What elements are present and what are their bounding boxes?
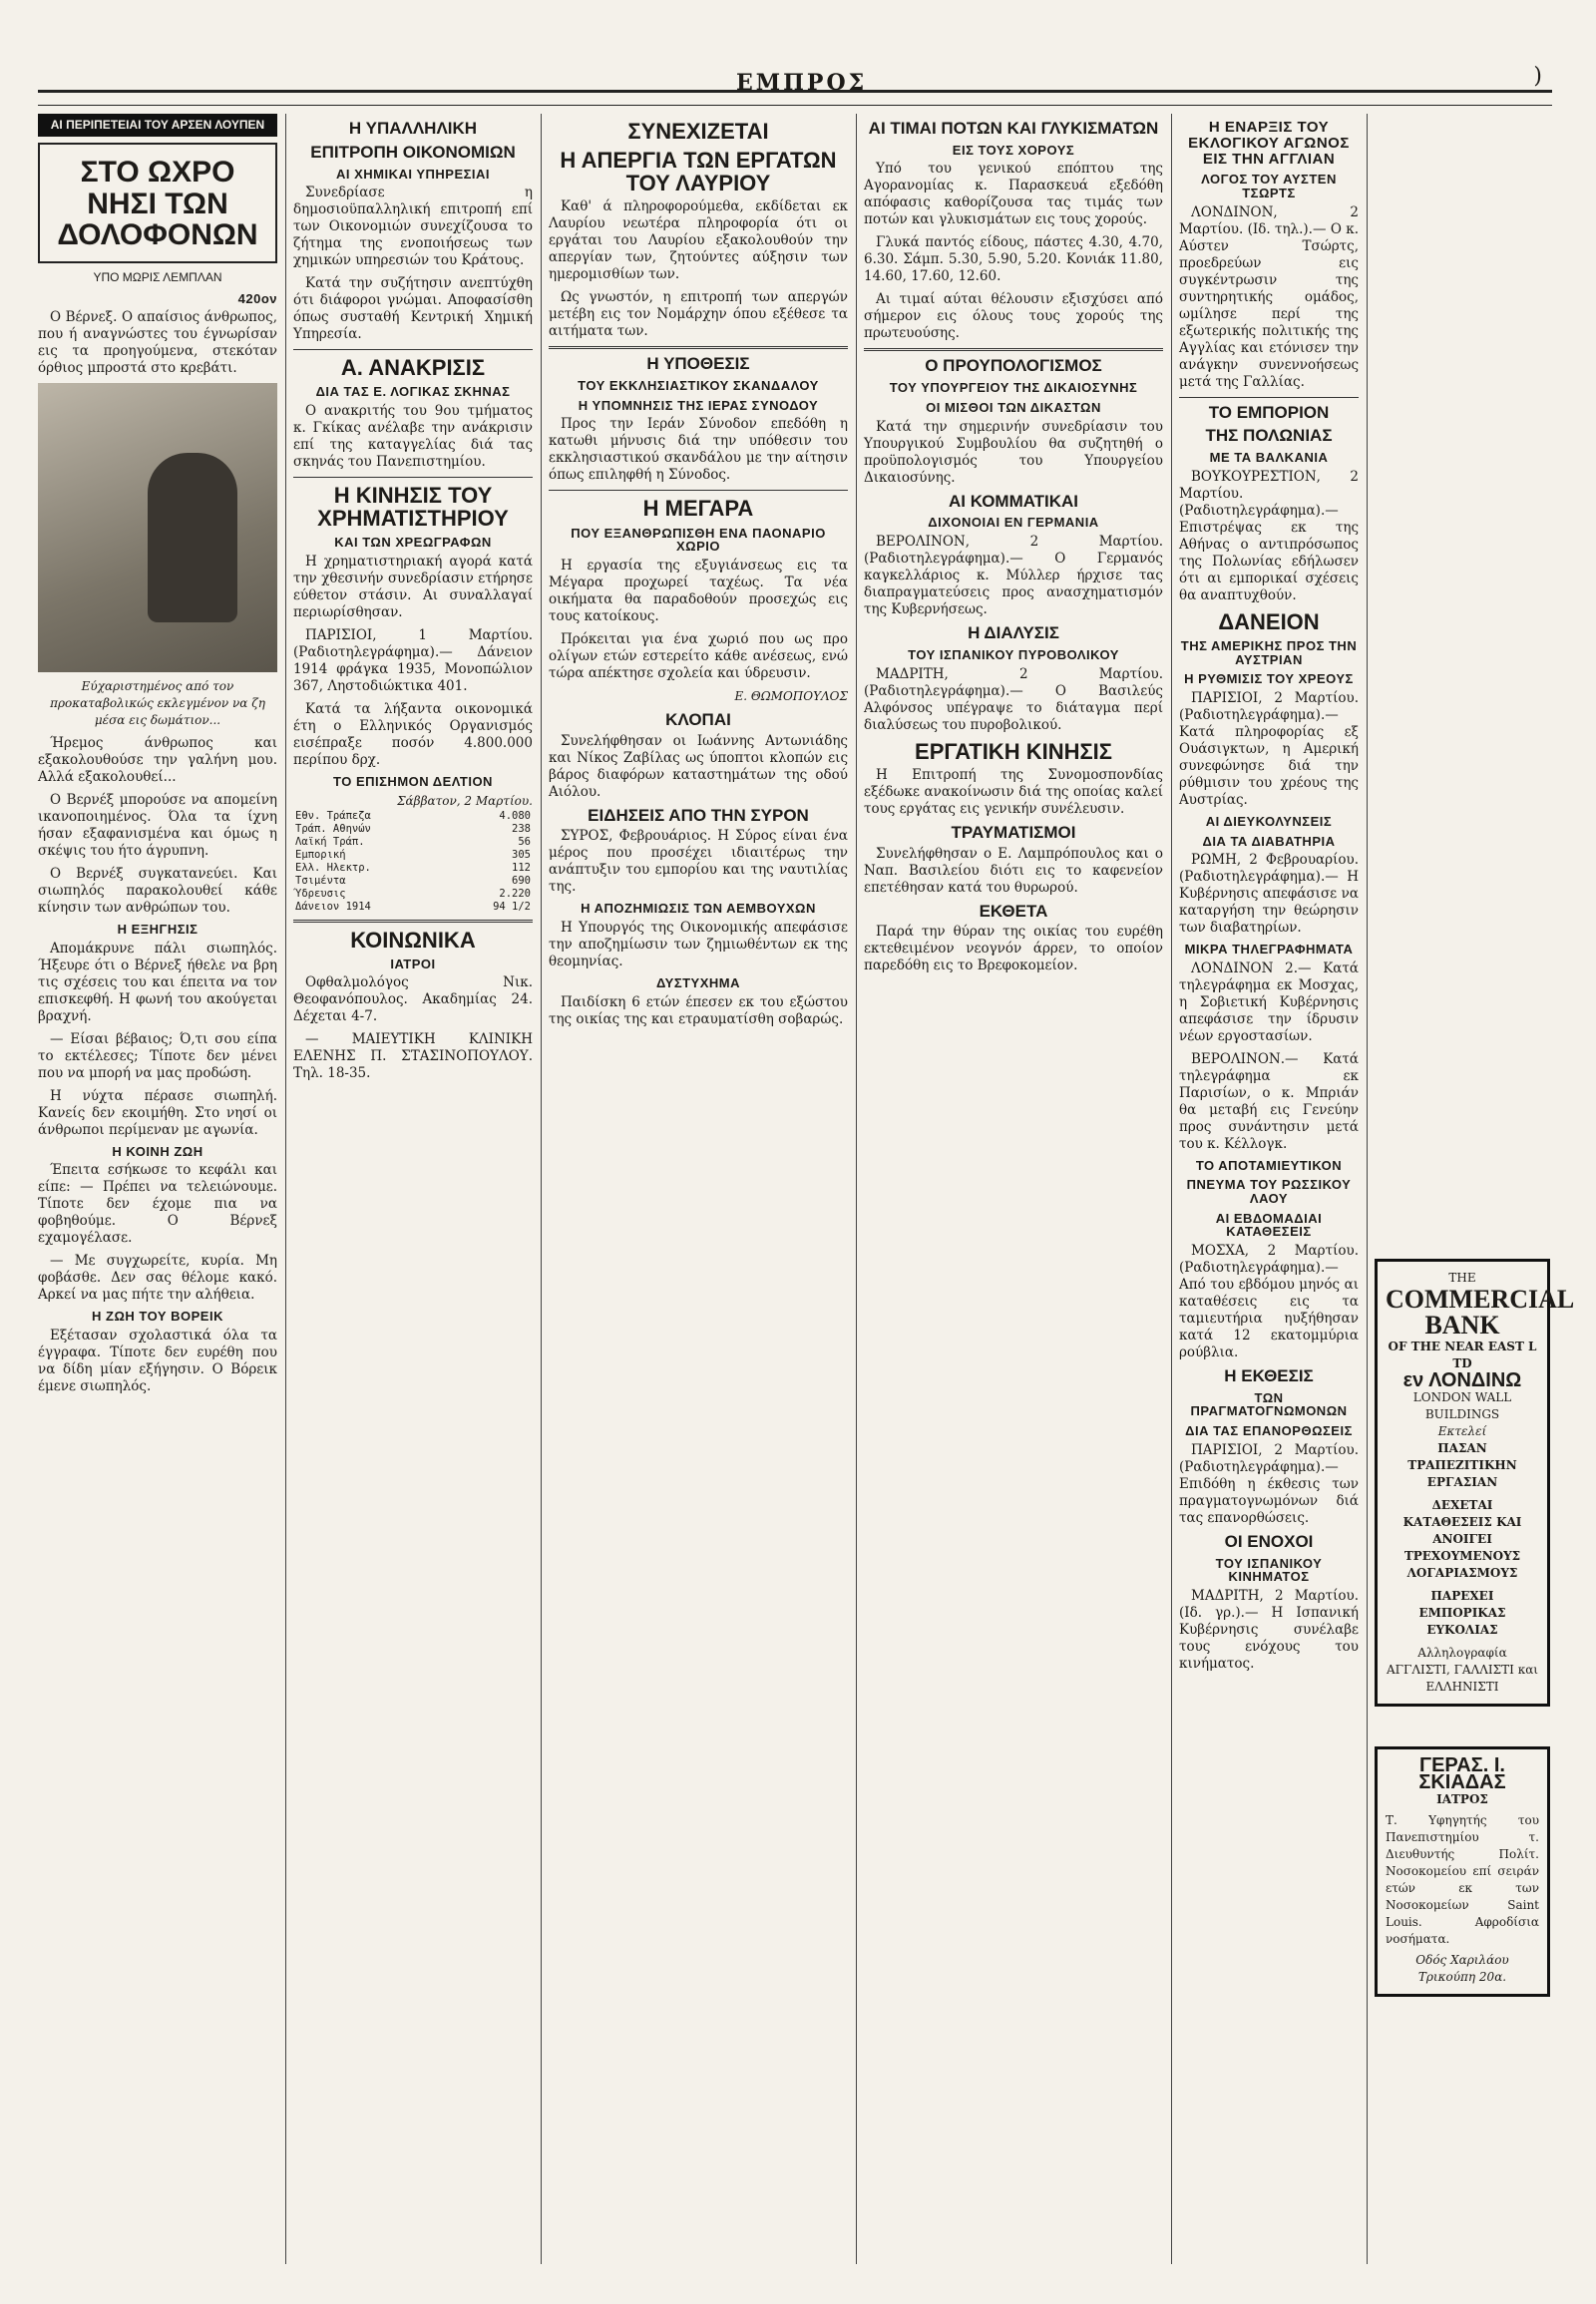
- paragraph: Εξέτασαν σχολαστικά όλα τα έγγραφα. Τίποτε δεν ευρέθη που να δίδη μίαν εξήγησιν. Ο Βόρεικ έμενε σιωπηλός.: [38, 1328, 277, 1395]
- ad-bank-of: OF THE NEAR EAST L TD: [1388, 1340, 1537, 1370]
- ad-line: Εκτελεί: [1437, 1424, 1487, 1438]
- bank-advertisement: [1375, 1259, 1575, 1707]
- headline: Η ΕΚΘΕΣΙΣ: [1224, 1366, 1314, 1385]
- paragraph: Οφθαλμολόγος Νικ. Θεοφανόπουλος. Ακαδημίας 24. Δέχεται 4-7.: [293, 974, 533, 1025]
- photo-caption: Εύχαριστημένος από τον προκαταβολικώς εκλεγμένον να ζη μέσα εις δωμάτιον...: [50, 679, 265, 728]
- subheadline: ΔΙΑ ΤΑ ΔΙΑΒΑΤΗΡΙΑ: [1202, 833, 1336, 849]
- stock-price: 690: [512, 874, 531, 887]
- headline: ΜΙΚΡΑ ΤΗΛΕΓΡΑΦΗΜΑΤΑ: [1184, 942, 1354, 958]
- ad-doctor-role: ΙΑΤΡΟΣ: [1436, 1792, 1488, 1806]
- ad-doctor-text: Τ. Υφηγητής του Πανεπιστημίου τ. Διευθυντής Πολίτ. Νοσοκομείου επί σειράν ετών εκ των Νοσοκομείων Saint Louis. Αφροδίσια νοσήματα.: [1386, 1813, 1539, 1946]
- headline: ΕΡΓΑΤΙΚΗ ΚΙΝΗΣΙΣ: [915, 738, 1112, 764]
- paragraph: ΒΕΡΟΛΙΝΟΝ.— Κατά τηλεγράφημα εκ Παρισίων, ο κ. Μπριάν θα μεταβή εις Γενεύην προς συνάντησιν μετά του κ. Κέλλογκ.: [1179, 1050, 1359, 1152]
- headline: ΤΡΑΥΜΑΤΙΣΜΟΙ: [951, 822, 1076, 842]
- divider: [549, 490, 848, 491]
- paragraph: ΜΟΣΧΑ, 2 Μαρτίου. (Ραδιοτηλεγράφημα).— Από του εβδόμου μηνός αι καταθέσεις εις τα ταμιευτήρια ηυξήθησαν κατά 12 εκατομμύρια ρούβλια.: [1179, 1243, 1359, 1360]
- paragraph: Απομάκρυνε πάλι σιωπηλός. Ήξευρε ότι ο Βέρνεξ ήθελε να βρη τις σχέσεις του και έπειτα να τον επισκεφθή. Η φωνή του ακούγεται βραχνή.: [38, 940, 277, 1024]
- subheadline: ΜΕ ΤΑ ΒΑΛΚΑΝΙΑ: [1209, 450, 1329, 466]
- doctor-advertisement: [1375, 1746, 1550, 1997]
- paragraph: ΠΑΡΙΣΙΟΙ, 1 Μαρτίου. (Ραδιοτηλεγράφημα).— Δάνειον 1914 φράγκα 1935, Μονοπώλιον 367, Ληστοδιώκτικα 401.: [293, 626, 533, 694]
- paragraph: Κατά την συζήτησιν ανεπτύχθη ότι διάφοροι γνώμαι. Αποφασίσθη όπως συσταθή Κεντρική Χημική Υπηρεσία.: [293, 275, 533, 343]
- subheadline: ΤΟΥ ΥΠΟΥΡΓΕΙΟΥ ΤΗΣ ΔΙΚΑΙΟΣΥΝΗΣ: [889, 380, 1138, 396]
- stock-name: Λαϊκή Τράπ.: [295, 835, 365, 848]
- paragraph: ΠΑΡΙΣΙΟΙ, 2 Μαρτίου. (Ραδιοτηλεγράφημα).— Κατά πληροφορίας εξ Ουάσιγκτων, η Αμερική συνεφώνησε διά την ρύθμισιν του χρέους της Αυστρίας.: [1179, 689, 1359, 808]
- stock-row: [293, 849, 533, 862]
- column-news: [549, 114, 848, 2264]
- ad-line: ΔΕΧΕΤΑΙ ΚΑΤΑΘΕΣΕΙΣ ΚΑΙ ΑΝΟΙΓΕΙ ΤΡΕΧΟΥΜΕΝΟΥΣ ΛΟΓΑΡΙΑΣΜΟΥΣ: [1402, 1498, 1522, 1580]
- serial-title-box: [38, 143, 277, 263]
- ad-the: THE: [1448, 1271, 1476, 1285]
- ad-line: Αλληλογραφία ΑΓΓΛΙΣΤΙ, ΓΑΛΛΙΣΤΙ και ΕΛΛΗΝΙΣΤΙ: [1387, 1646, 1538, 1694]
- paragraph: Ο Βερνέξ συγκατανεύει. Και σιωπηλός παρακολουθεί κάθε κίνησιν των ανθρώπων του.: [38, 866, 277, 917]
- subheadline: ΕΙΣ ΤΟΥΣ ΧΟΡΟΥΣ: [952, 142, 1075, 158]
- serial-byline: ΥΠΟ ΜΩΡΙΣ ΛΕΜΠΛΑΝ: [93, 269, 222, 284]
- paragraph: Αι τιμαί αύται θέλουσιν εξισχύσει από σήμερον εις όλους τους χορούς της πρωτευούσης.: [864, 291, 1163, 342]
- headline: Η ΥΠΟΘΕΣΙΣ: [646, 354, 750, 374]
- stock-price: 2.220: [499, 887, 531, 900]
- paragraph: Ο Βερνέξ μπορούσε να απομείνη ικανοποιημένος. Όλα τα ίχνη ήσαν εξαφανισμένα και όμως η σκέψις του ήτο άγρυπνη.: [38, 792, 277, 860]
- subheadline: ΑΙ ΧΗΜΙΚΑΙ ΥΠΗΡΕΣΙΑΙ: [335, 166, 491, 182]
- subheadline: ΑΙ ΕΒΔΟΜΑΔΙΑΙ ΚΑΤΑΘΕΣΕΙΣ: [1215, 1210, 1323, 1240]
- stock-name: Ύδρευσις: [295, 887, 346, 900]
- ad-line: ΠΑΡΕΧΕΙ ΕΜΠΟΡΙΚΑΣ ΕΥΚΟΛΙΑΣ: [1418, 1589, 1506, 1637]
- bulletin-label: ΤΟ ΕΠΙΣΗΜΟΝ ΔΕΛΤΙΟΝ: [333, 773, 493, 789]
- paragraph: Η Επιτροπή της Συνομοσπονδίας εξέδωκε ανακοίνωσιν διά της οποίας καλεί τους εργάτας εις γενικήν συνέλευσιν.: [864, 766, 1163, 817]
- subheadline: ΛΟΓΟΣ ΤΟΥ ΑΥΣΤΕΝ ΤΣΩΡΤΣ: [1201, 172, 1337, 200]
- section-heading: Η ΚΟΙΝΗ ΖΩΗ: [112, 1143, 203, 1159]
- stock-row: [293, 888, 533, 901]
- headline: ΕΠΙΤΡΟΠΗ ΟΙΚΟΝΟΜΙΩΝ: [310, 142, 516, 162]
- headline: Η ΕΝΑΡΞΙΣ ΤΟΥ ΕΚΛΟΓΙΚΟΥ ΑΓΩΝΟΣ ΕΙΣ ΤΗΝ ΑΓΓΛΙΑΝ: [1188, 119, 1350, 168]
- stock-price: 4.080: [499, 809, 531, 822]
- stock-row: [293, 862, 533, 875]
- figure-silhouette: [148, 453, 237, 622]
- paragraph: Προς την Ιεράν Σύνοδον επεδόθη η κατωθι μήνυσις διά την υπόθεσιν του εκκλησιαστικού σκανδάλου με την αίτησιν όπως επιληφθή η Σύνοδος.: [549, 416, 848, 484]
- subheadline: ΤΩΝ ΠΡΑΓΜΑΤΟΓΝΩΜΟΝΩΝ: [1190, 1389, 1348, 1419]
- paragraph: ΒΟΥΚΟΥΡΕΣΤΙΟΝ, 2 Μαρτίου. (Ραδιοτηλεγράφημα).— Επιστρέψας εκ της Αθήνας ο αντιπρόσωπος της Πολωνίας εδήλωσεν ότι αι εμπορικαί σχέσεις θα αναπτυχθούν.: [1179, 468, 1359, 603]
- headline: ΤΟ ΕΜΠΟΡΙΟΝ: [1208, 402, 1330, 422]
- column-rule: [1171, 114, 1172, 2264]
- ad-bank-name: COMMERCIAL BANK: [1386, 1285, 1575, 1340]
- subheadline: ΤΟΥ ΙΣΠΑΝΙΚΟΥ ΠΥΡΟΒΟΛΙΚΟΥ: [908, 646, 1119, 662]
- divider: [1179, 397, 1359, 398]
- paragraph: Συνελήφθησαν ο Ε. Λαμπρόπουλος και ο Ναπ. Βασιλείου διότι εις το καφενείον επετέθησαν κατά του θυρωρού.: [864, 845, 1163, 896]
- stock-name: Εθν. Τράπεζα: [295, 809, 371, 822]
- paragraph: Η Υπουργός της Οικονομικής απεφάσισε την αποζημίωσιν των ζημιωθέντων εκ της θεομηνίας.: [549, 920, 848, 970]
- divider: [293, 349, 533, 350]
- paragraph: Η νύχτα πέρασε σιωπηλή. Κανείς δεν εκοιμήθη. Στο νησί οι άνθρωποι περίμεναν με αγωνία.: [38, 1087, 277, 1138]
- paragraph: Κατά την σημερινήν συνεδρίασιν του Υπουργικού Συμβουλίου θα συζητηθή ο προϋπολογισμός του Υπουργείου Δικαιοσύνης.: [864, 418, 1163, 486]
- headline: ΑΙ ΚΟΜΜΑΤΙΚΑΙ: [948, 491, 1078, 511]
- stock-price: 56: [518, 835, 531, 848]
- paragraph: ΜΑΔΡΙΤΗ, 2 Μαρτίου. (Ιδ. γρ.).— Η Ισπανική Κυβέρνησις συνέλαβε τους ενόχους του κινήματος.: [1179, 1587, 1359, 1672]
- stock-price: 94 1/2: [493, 900, 531, 913]
- paragraph: ΛΟΝΔΙΝΟΝ, 2 Μαρτίου. (Ιδ. τηλ.).— Ο κ. Αύστεν Τσώρτς, προεδρεύων εις συγκέντρωσιν της συντηρητικής ομάδος, ωμίλησε περί της εξωτερικής πολιτικής της Αγγλίας και ετόνισεν την ανάγκην συνεννοήσεως μετά της Γαλλίας.: [1179, 203, 1359, 390]
- serial-episode: 420ον: [237, 290, 277, 306]
- paragraph: Η εργασία της εξυγιάνσεως εις τα Μέγαρα προχωρεί ταχέως. Τα νέα οικήματα θα παραδοθούν προσεχώς εις τους κατοίκους.: [549, 557, 848, 624]
- column-rule: [856, 114, 857, 2264]
- paragraph: — Είσαι βέβαιος; Ό,τι σου είπα το εκτέλεσες; Τίποτε δεν μένει που να μπορή να μας προδώση.: [38, 1030, 277, 1081]
- headline: ΤΟ ΑΠΟΤΑΜΙΕΥΤΙΚΟΝ: [1195, 1157, 1343, 1173]
- ad-line: ΠΑΣΑΝ ΤΡΑΠΕΖΙΤΙΚΗΝ ΕΡΓΑΣΙΑΝ: [1407, 1441, 1517, 1489]
- headline: Η ΚΙΝΗΣΙΣ ΤΟΥ ΧΡΗΜΑΤΙΣΤΗΡΙΟΥ: [317, 483, 509, 532]
- section-heading: Η ΖΩΗ ΤΟΥ ΒΟΡΕΙΚ: [92, 1309, 223, 1325]
- column-rule: [541, 114, 542, 2264]
- paragraph: Συνελήφθησαν οι Ιωάννης Αντωνιάδης και Νίκος Ζαβίλας ως ύποπτοι κλοπών εις βάρος διαφόρων καταστημάτων της οδού Αιόλου.: [549, 732, 848, 800]
- paragraph: Υπό του γενικού επόπτου της Αγορανομίας κ. Παρασκευά εξεδόθη απόφασις καθορίζουσα τας τιμάς των ποτών και γλυκισμάτων εις τους χορούς.: [864, 161, 1163, 228]
- divider: [549, 346, 848, 349]
- paragraph: Συνεδρίασε η δημοσιοϋπαλληλική επιτροπή επί των Οικονομιών συνεχίζουσα το ζήτημα της ενοποιήσεως των χημικών υπηρεσιών του Κράτους.: [293, 185, 533, 269]
- paragraph: Πρόκειται για ένα χωριό που ως προ ολίγων ετών εστερείτο κάθε ανέσεως, ενώ τώρα απέκτησε σχολεία και ύδρευσιν.: [549, 630, 848, 681]
- subheadline: ΔΙΧΟΝΟΙΑΙ ΕΝ ΓΕΡΜΑΝΙΑ: [928, 515, 1099, 531]
- subheadline: Η ΡΥΘΜΙΣΙΣ ΤΟΥ ΧΡΕΟΥΣ: [1184, 671, 1354, 687]
- stock-row: [293, 810, 533, 823]
- newspaper-page: [38, 30, 1575, 2274]
- divider: [864, 348, 1163, 351]
- column-economy: [293, 114, 533, 2264]
- paragraph: Ως γνωστόν, η επιτροπή των απεργών μετέβη εις τον Νομάρχην όπου εξέθεσε τα αιτήματα των.: [549, 289, 848, 340]
- stock-table-body: [293, 810, 533, 914]
- section-heading: Η ΕΞΗΓΗΣΙΣ: [117, 922, 199, 938]
- headline: ΔΑΝΕΙΟΝ: [1218, 608, 1320, 634]
- paragraph: ΜΑΔΡΙΤΗ, 2 Μαρτίου. (Ραδιοτηλεγράφημα).— Ο Βασιλεύς Αλφόνσος υπέγραψε το διάταγμα περί διαλύσεως του πυροβολικού.: [864, 665, 1163, 733]
- paragraph: ΛΟΝΔΙΝΟΝ 2.— Κατά τηλεγράφημα εκ Μοσχας, η Σοβιετική Κυβέρνησις απεφάσισε την ίδρυσιν νέων εργοστασίων.: [1179, 960, 1359, 1044]
- stock-name: Εμπορική: [295, 848, 346, 861]
- paragraph: Ήρεμος άνθρωπος και εξακολουθούσε την γαλήνη μου. Αλλά εξακολουθεί...: [38, 735, 277, 786]
- column-rule: [1367, 114, 1368, 2264]
- ad-doctor-name: ΓΕΡΑΣ. Ι. ΣΚΙΑΔΑΣ: [1418, 1754, 1506, 1793]
- stock-row: [293, 836, 533, 849]
- page-number: ): [1533, 64, 1542, 89]
- column-ads: [1375, 114, 1575, 2264]
- stock-price: 112: [512, 861, 531, 874]
- paragraph: — ΜΑΙΕΥΤΙΚΗ ΚΛΙΝΙΚΗ ΕΛΕΝΗΣ Π. ΣΤΑΣΙΝΟΠΟΥΛΟΥ. Τηλ. 18-35.: [293, 1031, 533, 1082]
- paragraph: ΡΩΜΗ, 2 Φεβρουαρίου. (Ραδιοτηλεγράφημα).— Η Κυβέρνησις απεφάσισε να καταργήση την θεώρησιν των διαβατηρίων.: [1179, 852, 1359, 937]
- headline: ΟΙ ΕΝΟΧΟΙ: [1224, 1531, 1314, 1551]
- subheadline: Η ΥΠΟΜΝΗΣΙΣ ΤΗΣ ΙΕΡΑΣ ΣΥΝΟΔΟΥ: [578, 397, 819, 413]
- headline: Η ΜΕΓΑΡΑ: [642, 496, 754, 522]
- serial-kicker: ΑΙ ΠΕΡΙΠΕΤΕΙΑΙ ΤΟΥ ΑΡΣΕΝ ΛΟΥΠΕΝ: [38, 114, 277, 137]
- stock-price: 238: [512, 822, 531, 835]
- signature: Ε. ΘΩΜΟΠΟΥΛΟΣ: [734, 688, 848, 703]
- stock-row: [293, 823, 533, 836]
- header-rule: [38, 90, 1552, 106]
- headline: ΑΙ ΤΙΜΑΙ ΠΟΤΩΝ ΚΑΙ ΓΛΥΚΙΣΜΑΤΩΝ: [868, 119, 1159, 138]
- headline: ΚΛΟΠΑΙ: [665, 709, 731, 729]
- subheadline: ΤΟΥ ΕΚΚΛΗΣΙΑΣΤΙΚΟΥ ΣΚΑΝΔΑΛΟΥ: [578, 378, 819, 394]
- headline: Η ΥΠΑΛΛΗΛΙΚΗ: [348, 119, 478, 138]
- ad-city: εν ΛΟΝΔΙΝΩ: [1402, 1369, 1522, 1391]
- divider: [293, 477, 533, 478]
- headline: Η ΑΠΟΖΗΜΙΩΣΙΣ ΤΩΝ ΑΕΜΒΟΥΧΩΝ: [581, 901, 816, 917]
- divider: [293, 920, 533, 923]
- paragraph: Κατά τα λήξαντα οικονομικά έτη ο Ελληνικός Οργανισμός εισέπραξε ποσόν 4.800.000 περίπου δρχ.: [293, 700, 533, 768]
- subheadline: ΠΟΥ ΕΞΑΝΘΡΩΠΙΣΘΗ ΕΝΑ ΠΑΟΝΑΡΙΟ ΧΩΡΙΟ: [571, 525, 826, 555]
- stock-row: [293, 901, 533, 914]
- paragraph: Παιδίσκη 6 ετών έπεσεν εκ του εξώστου της οικίας της και ετραυματίσθη σοβαρώς.: [549, 993, 848, 1027]
- subheadline: ΙΑΤΡΟΙ: [390, 956, 436, 971]
- paragraph: Παρά την θύραν της οικίας του ευρέθη εκτεθειμένον νεογνόν άρρεν, το οποίον παρεδόθη εις το Βρεφοκομείον.: [864, 924, 1163, 974]
- headline: ΕΙΔΗΣΕΙΣ ΑΠΟ ΤΗΝ ΣΥΡΟΝ: [588, 805, 809, 825]
- ad-spacer: [1375, 114, 1550, 1251]
- stock-table: [293, 810, 533, 914]
- paragraph: Γλυκά παντός είδους, πάστες 4.30, 4.70, 6.30. Σάμπ. 5.30, 5.90, 5.20. Κονιάκ 11.80, 14.60, 17.60, 12.60.: [864, 234, 1163, 285]
- ad-doctor-address: Οδός Χαριλάου Τρικούπη 20α.: [1415, 1953, 1509, 1984]
- stock-name: Δάνειον 1914: [295, 900, 371, 913]
- paragraph: Ο ανακριτής του 9ου τμήματος κ. Γκίκας ανέλαβε την ανάκρισιν επί της καταγγελίας διά τας σκηνάς του Πανεπιστημίου.: [293, 403, 533, 471]
- column-serial-story: [38, 114, 277, 2264]
- subheadline: ΟΙ ΜΙΣΘΟΙ ΤΩΝ ΔΙΚΑΣΤΩΝ: [926, 399, 1101, 415]
- subheadline: ΤΟΥ ΙΣΠΑΝΙΚΟΥ ΚΙΝΗΜΑΤΟΣ: [1215, 1555, 1323, 1585]
- bulletin-date: Σάββατον, 2 Μαρτίου.: [397, 793, 533, 808]
- paragraph: Ο Βέρνεξ. Ο απαίσιος άνθρωπος, που ή αναγνώστες του έγνωρίσαν εις τα προηγούμενα, στεκόταν όρθιος μπροστά στο κρεβάτι.: [38, 309, 277, 377]
- headline: Ο ΠΡΟΥΠΟΛΟΓΙΣΜΟΣ: [925, 356, 1102, 376]
- paragraph: ΣΥΡΟΣ, Φεβρουάριος. Η Σύρος είναι ένα μέρος που προσέχει ιδιαιτέρως την ανάπτυξιν του εμπορίου και της ναυτιλίας της.: [549, 828, 848, 896]
- subheadline: ΤΗΣ ΑΜΕΡΙΚΗΣ ΠΡΟΣ ΤΗΝ ΑΥΣΤΡΙΑΝ: [1180, 637, 1358, 667]
- headline: Α. ΑΝΑΚΡΙΣΙΣ: [340, 355, 486, 381]
- headline: ΤΗΣ ΠΟΛΩΝΙΑΣ: [1205, 426, 1333, 446]
- headline: ΑΙ ΔΙΕΥΚΟΛΥΝΣΕΙΣ: [1205, 813, 1333, 829]
- headline: ΚΟΙΝΩΝΙΚΑ: [350, 927, 476, 953]
- subheadline: ΔΙΑ ΤΑΣ ΕΠΑΝΟΡΘΩΣΕΙΣ: [1185, 1423, 1353, 1439]
- paragraph: Έπειτα εσήκωσε το κεφάλι και είπε: — Πρέπει να τελειώνουμε. Τίποτε δεν έχομε πια να φοβηθούμε. Ο Βέρνεξ εχαμογέλασε.: [38, 1162, 277, 1247]
- headline: ΔΥΣΤΥΧΗΜΑ: [655, 975, 741, 991]
- stock-name: Ελλ. Ηλεκτρ.: [295, 861, 371, 874]
- subheadline: ΔΙΑ ΤΑΣ Ε. ΛΟΓΙΚΑΣ ΣΚΗΝΑΣ: [315, 384, 511, 400]
- paragraph: — Με συγχωρείτε, κυρία. Μη φοβάσθε. Δεν σας θέλομε κακό. Αρκεί να μας πήτε την αλήθεια.: [38, 1253, 277, 1304]
- column-prices: [864, 114, 1163, 2264]
- main-headline: Η ΑΠΕΡΓΙΑ ΤΩΝ ΕΡΓΑΤΩΝ ΤΟΥ ΛΑΥΡΙΟΥ: [560, 148, 837, 196]
- stock-name: Τράπ. Αθηνών: [295, 822, 371, 835]
- masthead: ΕΜΠΡΟΣ: [736, 70, 868, 96]
- headline: ΕΚΘΕΤΑ: [979, 901, 1048, 921]
- stock-name: Τσιμέντα: [295, 874, 346, 887]
- column-foreign: [1179, 114, 1359, 2264]
- column-rule: [285, 114, 286, 2264]
- story-illustration: [38, 383, 277, 672]
- paragraph: Η χρηματιστηριακή αγορά κατά την χθεσινήν συνεδρίασιν ετήρησε εύθετον στάσιν. Αι συναλλαγαί περιωρίσθησαν.: [293, 553, 533, 620]
- subheadline: ΠΝΕΥΜΑ ΤΟΥ ΡΩΣΣΙΚΟΥ ΛΑΟΥ: [1186, 1177, 1352, 1207]
- stock-row: [293, 875, 533, 888]
- kicker: ΣΥΝΕΧΙΖΕΤΑΙ: [627, 119, 769, 144]
- paragraph: ΒΕΡΟΛΙΝΟΝ, 2 Μαρτίου. (Ραδιοτηλεγράφημα).— Ο Γερμανός καγκελλάριος κ. Μύλλερ ήρχισε τας διαπραγματεύσεις προς ανασχηματισμόν της Κυβερνήσεως.: [864, 534, 1163, 618]
- serial-title: ΣΤΟ ΩΧΡΟ ΝΗΣΙ ΤΩΝ ΔΟΛΟΦΟΝΩΝ: [57, 156, 258, 251]
- paragraph: Καθ' ά πληροφορούμεθα, εκδίδεται εκ Λαυρίου νεωτέρα πληροφορία ότι οι εργάται του Λαυρίου εξακολουθούν την απεργίαν των, ζητούντες αύξησιν των ημερομισθίων των.: [549, 198, 848, 283]
- headline: Η ΔΙΑΛΥΣΙΣ: [968, 623, 1059, 643]
- stock-price: 305: [512, 848, 531, 861]
- paragraph: ΠΑΡΙΣΙΟΙ, 2 Μαρτίου. (Ραδιοτηλεγράφημα).— Επιδόθη η έκθεσις των πραγματογνωμόνων διά τας επανορθώσεις.: [1179, 1441, 1359, 1526]
- ad-street: LONDON WALL BUILDINGS: [1412, 1390, 1512, 1421]
- subheadline: ΚΑΙ ΤΩΝ ΧΡΕΩΓΡΑΦΩΝ: [334, 535, 492, 551]
